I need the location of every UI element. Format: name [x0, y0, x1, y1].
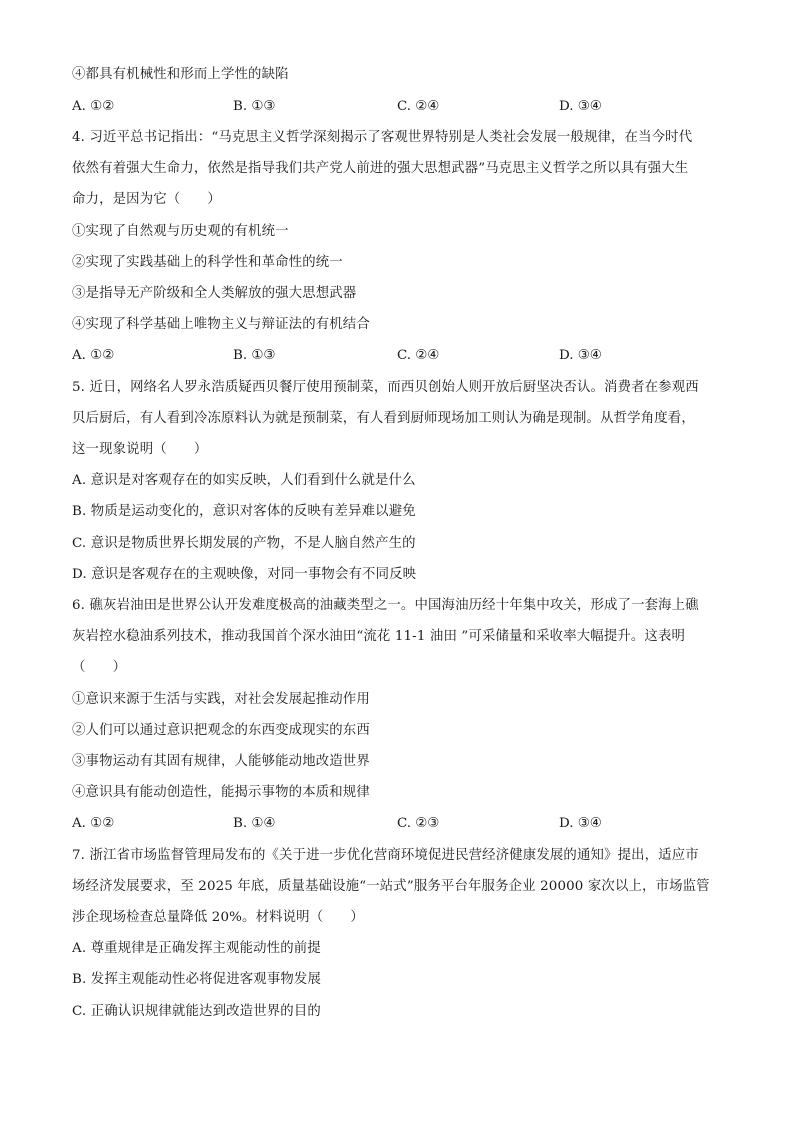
q4-stem-line-3: 命力，是因为它（ ） — [72, 192, 221, 207]
q7-choice-b: B. 发挥主观能动性必将促进客观事物发展 — [72, 972, 321, 987]
q7-choice-a: A. 尊重规律是正确发挥主观能动性的前提 — [72, 941, 321, 956]
q7-stem-line-1: 7. 浙江省市场监督管理局发布的《关于进一步优化营商环境促进民营经济健康发展的通知》提出，适应市 — [72, 848, 699, 863]
q4-stem-line-2: 依然有着强大生命力，依然是指导我们共产党人前进的强大思想武器”马克思主义哲学之所以具有强大生 — [72, 161, 689, 176]
q6-item-3: ③事物运动有其固有规律，人能够能动地改造世界 — [72, 754, 370, 769]
q5-choice-b: B. 物质是运动变化的，意识对客体的反映有差异难以避免 — [72, 504, 416, 519]
q6-option-d: D. ③④ — [559, 816, 602, 831]
q4-item-3: ③是指导无产阶级和全人类解放的强大思想武器 — [72, 286, 357, 301]
q7-stem-line-2: 场经济发展要求，至 2025 年底，质量基础设施“一站式”服务平台年服务企业 20000 家次以上，市场监管 — [72, 879, 710, 894]
q4-option-c: C. ②④ — [397, 348, 440, 363]
q3-option-b: B. ①③ — [233, 99, 276, 114]
q4-item-1: ①实现了自然观与历史观的有机统一 — [72, 224, 289, 239]
q7-choice-c: C. 正确认识规律就能达到改造世界的目的 — [72, 1004, 321, 1019]
q4-item-2: ②实现了实践基础上的科学性和革命性的统一 — [72, 255, 343, 270]
q6-option-a: A. ①② — [72, 816, 115, 831]
q6-item-1: ①意识来源于生活与实践，对社会发展起推动作用 — [72, 692, 370, 707]
q4-stem-line-1: 4. 习近平总书记指出：“马克思主义哲学深刻揭示了客观世界特别是人类社会发展一般规律，在当今时代 — [72, 130, 693, 145]
q6-item-4: ④意识具有能动创造性，能揭示事物的本质和规律 — [72, 785, 370, 800]
q3-option-d: D. ③④ — [559, 99, 602, 114]
q5-choice-c: C. 意识是物质世界长期发展的产物，不是人脑自然产生的 — [72, 536, 416, 551]
q5-stem-line-1: 5. 近日，网络名人罗永浩质疑西贝餐厅使用预制菜，而西贝创始人则开放后厨坚决否认。消费者在参观西 — [72, 380, 699, 395]
q3-option-a: A. ①② — [72, 99, 115, 114]
q5-choice-d: D. 意识是客观存在的主观映像，对同一事物会有不同反映 — [72, 567, 417, 582]
q6-option-c: C. ②③ — [397, 816, 440, 831]
q6-stem-line-2: 灰岩控水稳油系列技术，推动我国首个深水油田“流花 11-1 油田 ”可采储量和采收率大幅提升。这表明 — [72, 629, 686, 644]
q5-choice-a: A. 意识是对客观存在的如实反映，人们看到什么就是什么 — [72, 473, 416, 488]
q6-stem-line-1: 6. 礁灰岩油田是世界公认开发难度极高的油藏类型之一。中国海油历经十年集中攻关，形成了一套海上礁 — [72, 598, 699, 613]
q4-option-d: D. ③④ — [559, 348, 602, 363]
q3-option-c: C. ②④ — [397, 99, 440, 114]
q3-item-4: ④都具有机械性和形而上学性的缺陷 — [72, 67, 289, 82]
q4-option-b: B. ①③ — [233, 348, 276, 363]
q6-item-2: ②人们可以通过意识把观念的东西变成现实的东西 — [72, 723, 370, 738]
q4-option-a: A. ①② — [72, 348, 115, 363]
q7-stem-line-3: 涉企现场检查总量降低 20%。材料说明（ ） — [72, 910, 364, 925]
q6-option-b: B. ①④ — [233, 816, 276, 831]
q5-stem-line-3: 这一现象说明（ ） — [72, 442, 208, 457]
q6-stem-line-3: （ ） — [72, 660, 127, 675]
q5-stem-line-2: 贝后厨后，有人看到冷冻原料认为就是预制菜，有人看到厨师现场加工则认为确是现制。从哲学角度看， — [72, 411, 695, 426]
q4-item-4: ④实现了科学基础上唯物主义与辩证法的有机结合 — [72, 317, 370, 332]
